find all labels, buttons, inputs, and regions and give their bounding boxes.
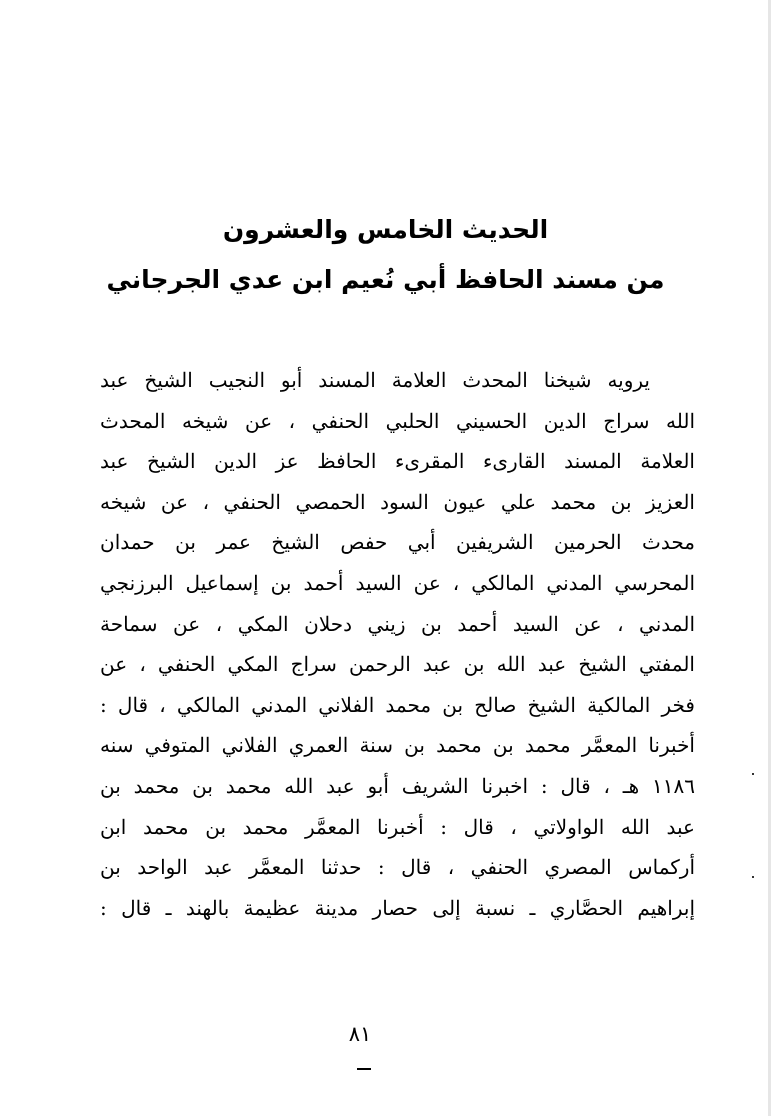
page-number-rule <box>357 1068 371 1070</box>
margin-mark <box>752 876 754 878</box>
text-line: المحرسي المدني المالكي ، عن السيد أحمد بن إسماعيل البرزنجي <box>100 570 695 595</box>
text-line: أركماس المصري الحنفي ، قال : حدثنا المعمَّر عبد الواحد بن <box>100 855 695 880</box>
text-line: إبراهيم الحصَّاري ـ نسبة إلى حصار مدينة عظيمة بالهند ـ قال : <box>100 895 695 920</box>
text-line: يرويه شيخنا المحدث العلامة المسند أبو النجيب الشيخ عبد <box>100 368 650 392</box>
text-line: فخر المالكية الشيخ صالح بن محمد الفلاني المدني المالكي ، قال : <box>100 692 695 717</box>
hadith-subtitle: من مسند الحافظ أبي نُعيم ابن عدي الجرجاني <box>106 265 665 294</box>
page-number: ٨١ <box>348 1022 372 1046</box>
margin-mark <box>752 773 754 775</box>
text-line: العزيز بن محمد علي عيون السود الحمصي الحنفي ، عن شيخه <box>100 489 695 514</box>
text-line: ١١٨٦ هـ ، قال : اخبرنا الشريف أبو عبد الله محمد بن محمد بن <box>100 773 695 798</box>
text-line: أخبرنا المعمَّر محمد بن محمد بن سنة العمري الفلاني المتوفي سنه <box>100 733 695 758</box>
hadith-title: الحديث الخامس والعشرون <box>222 215 549 244</box>
text-line: الله سراج الدين الحسيني الحلبي الحنفي ، عن شيخه المحدث <box>100 408 695 433</box>
text-line: العلامة المسند القارىء المقرىء الحافظ عز الدين الشيخ عبد <box>100 449 695 474</box>
text-line: محدث الحرمين الشريفين أبي حفص الشيخ عمر بن حمدان <box>100 530 695 555</box>
text-line: المفتي الشيخ عبد الله بن عبد الرحمن سراج المكي الحنفي ، عن <box>100 652 695 677</box>
text-line: المدني ، عن السيد أحمد بن زيني دحلان المكي ، عن سماحة <box>100 611 695 636</box>
text-line: عبد الله الواولاتي ، قال : أخبرنا المعمَّر محمد بن محمد ابن <box>100 814 695 839</box>
body-text <box>100 360 695 928</box>
